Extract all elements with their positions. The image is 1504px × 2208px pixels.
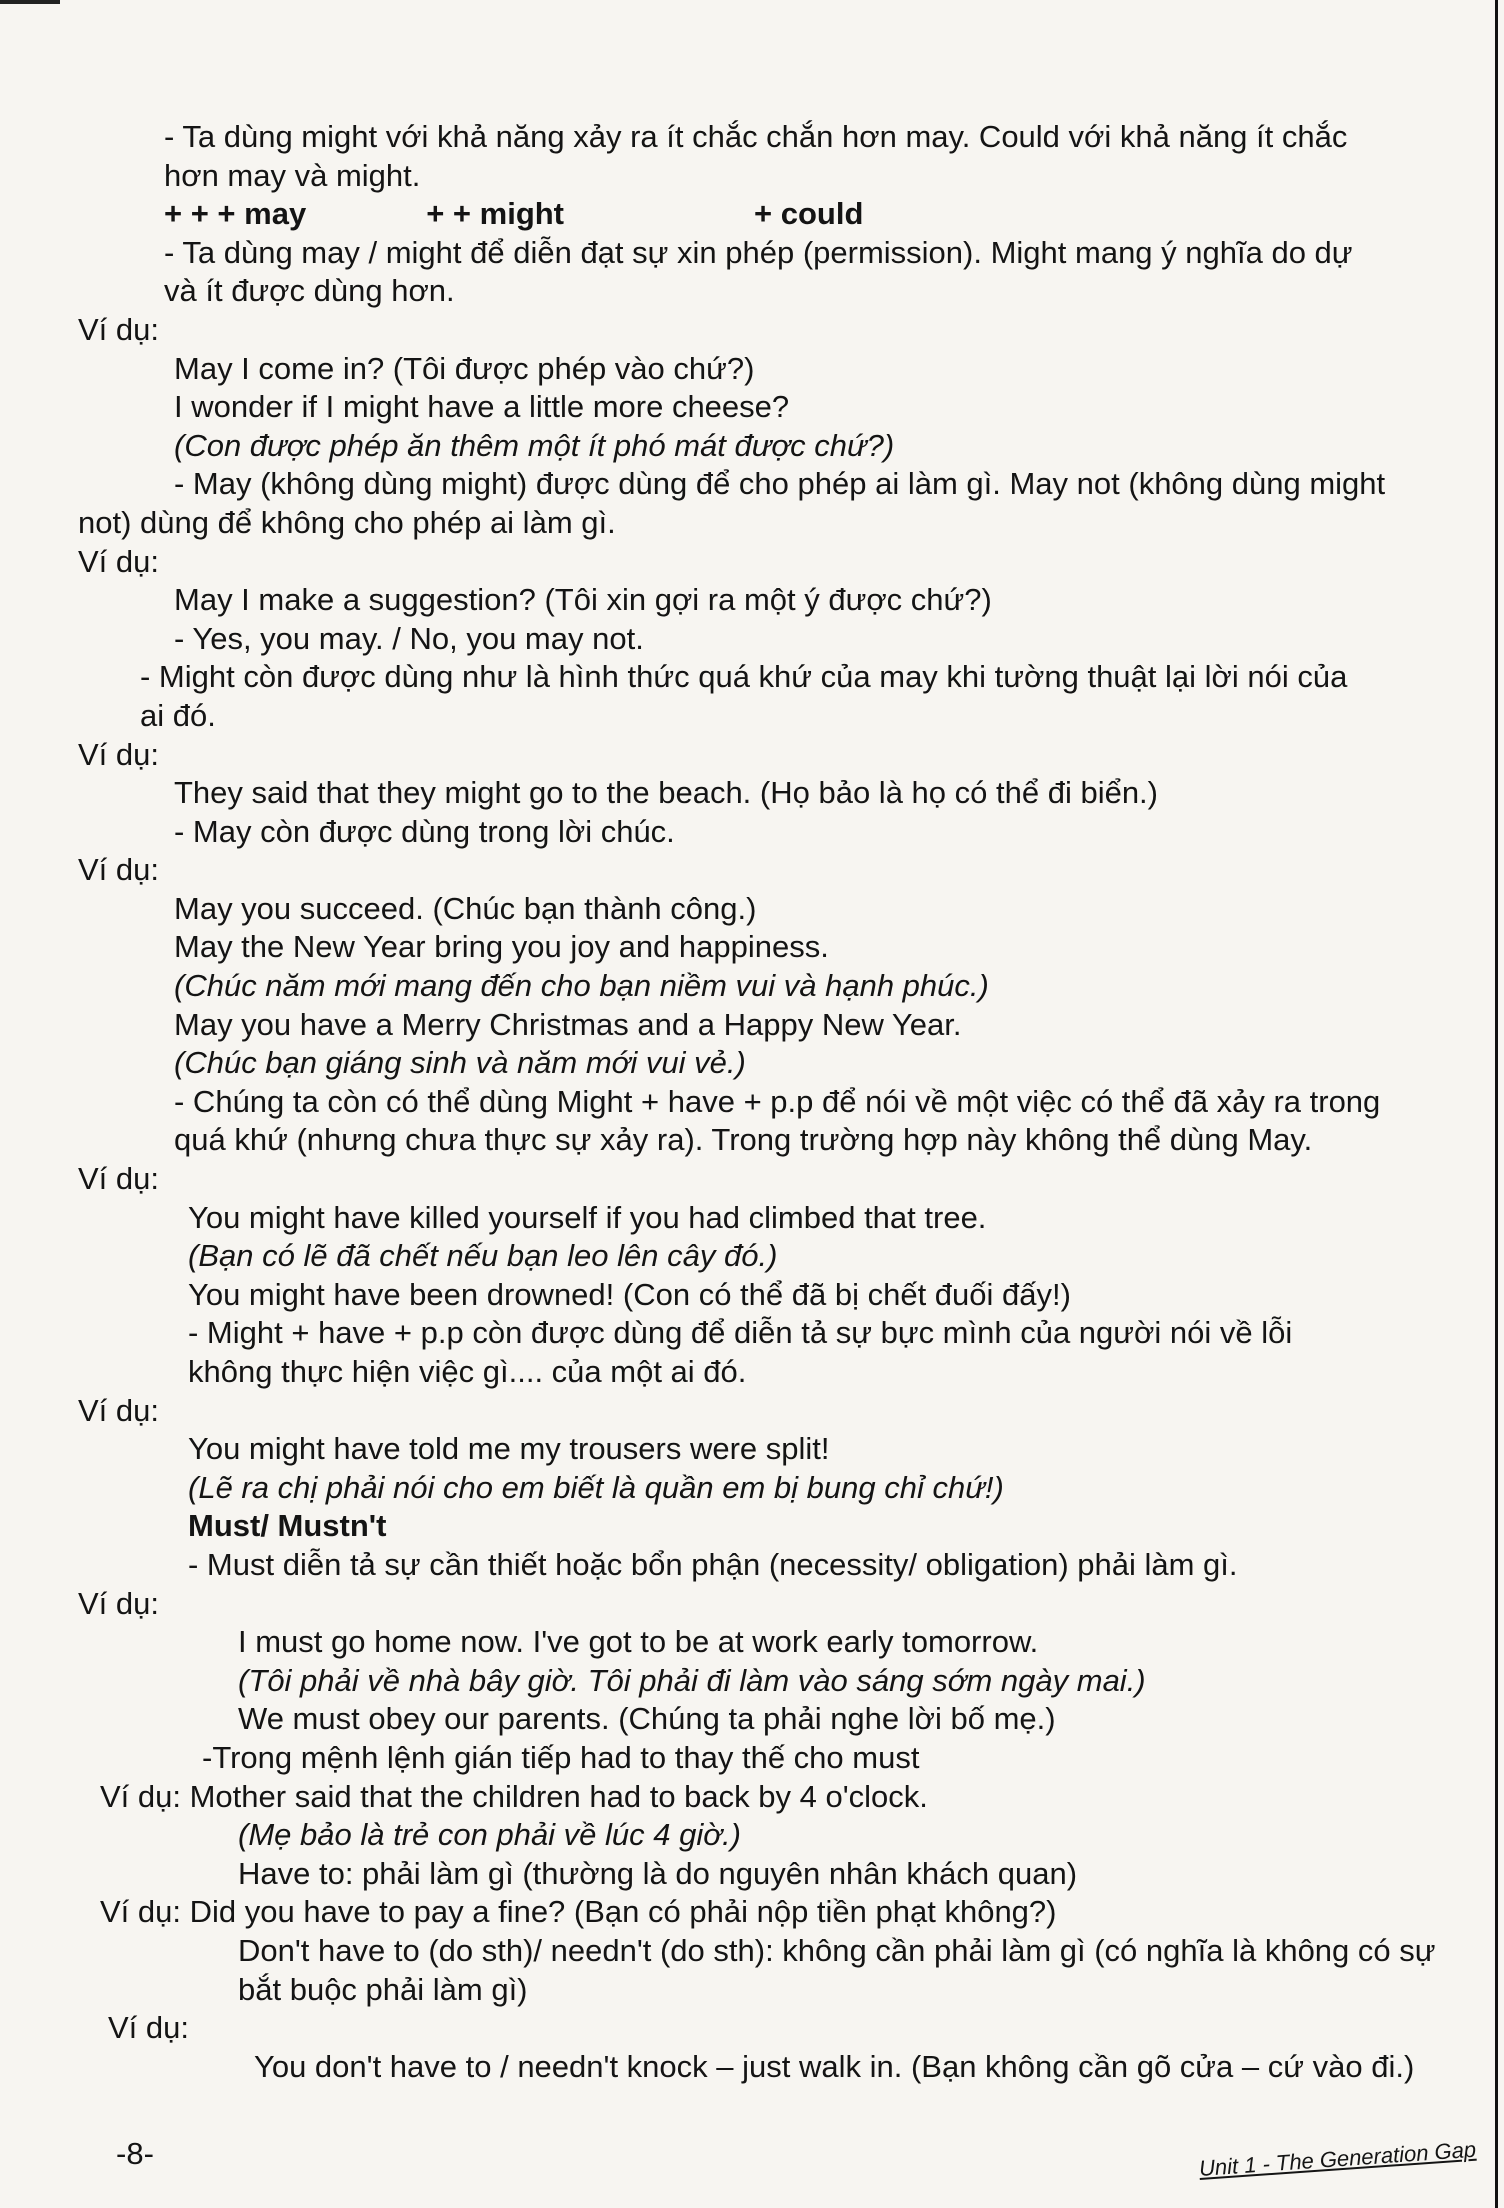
example-label: Ví dụ: [108,2010,189,2046]
text-line: - Ta dùng might với khả năng xảy ra ít chắc chắn hơn may. Could với khả năng ít chắc [164,119,1348,154]
page-number: -8- [116,2136,154,2171]
example-line: May I make a suggestion? (Tôi xin gợi ra một ý được chứ?) [174,582,992,618]
translation-line: (Con được phép ăn thêm một ít phó mát được chứ?) [174,427,895,463]
example-label: Ví dụ: [78,1392,159,1428]
text-line: - Might + have + p.p còn được dùng để diễn tả sự bực mình của người nói về lỗi [188,1315,1293,1351]
example-line: You might have killed yourself if you had climbed that tree. [188,1199,987,1235]
example-line: Ví dụ: Mother said that the children had to back by 4 o'clock. [100,1778,928,1814]
example-label: Ví dụ: [78,852,159,888]
example-line: - Yes, you may. / No, you may not. [174,620,644,656]
text-line: không thực hiện việc gì.... của một ai đó. [188,1354,747,1389]
top-rule [0,0,60,4]
text-line: ai đó. [140,697,216,733]
example-label: Ví dụ: [78,311,159,347]
text-line: Don't have to (do sth)/ needn't (do sth): không cần phải làm gì (có nghĩa là không có sự [238,1932,1436,1968]
text-line: quá khứ (nhưng chưa thực sự xảy ra). Trong trường hợp này không thể dùng May. [174,1122,1313,1158]
example-line: I wonder if I might have a little more cheese? [174,389,790,425]
example-line: They said that they might go to the beach. (Họ bảo là họ có thể đi biển.) [174,775,1158,811]
text-line: bắt buộc phải làm gì) [238,1971,528,2007]
translation-line: (Chúc bạn giáng sinh và năm mới vui vẻ.) [174,1045,746,1081]
option-may: + + + may [164,196,307,232]
text-line: - Ta dùng may / might để diễn đạt sự xin phép (permission). Might mang ý nghĩa do dự [164,234,1353,270]
text-line: -Trong mệnh lệnh gián tiếp had to thay thế cho must [202,1739,920,1775]
text-line: - May còn được dùng trong lời chúc. [174,813,675,849]
option-might: + + might [426,196,565,232]
unit-label: Unit 1 - The Generation Gap [1198,2136,1477,2182]
example-line: We must obey our parents. (Chúng ta phải nghe lời bố mẹ.) [238,1701,1056,1737]
example-label: Ví dụ: [78,543,159,579]
page-content [78,118,1488,2086]
example-label: Ví dụ: [78,736,159,772]
option-could: + could [754,196,864,232]
example-line: You might have been drowned! (Con có thể đã bị chết đuối đấy!) [188,1276,1071,1312]
translation-line: (Bạn có lẽ đã chết nếu bạn leo lên cây đó.) [188,1238,778,1274]
translation-line: (Lẽ ra chị phải nói cho em biết là quần em bị bung chỉ chứ!) [188,1469,1004,1505]
text-line: - Chúng ta còn có thể dùng Might + have + p.p để nói về một việc có thể đã xảy ra trong [174,1083,1381,1119]
text-line: - Must diễn tả sự cần thiết hoặc bổn phận (necessity/ obligation) phải làm gì. [188,1546,1238,1582]
text-line: và ít được dùng hơn. [164,273,455,309]
text-line: hơn may và might. [164,157,421,193]
text-line: not) dùng để không cho phép ai làm gì. [78,504,616,540]
example-line: May you have a Merry Christmas and a Happy New Year. [174,1006,962,1042]
example-line: Ví dụ: Did you have to pay a fine? (Bạn có phải nộp tiền phạt không?) [100,1894,1057,1930]
example-line: You don't have to / needn't knock – just walk in. (Bạn không cần gõ cửa – cứ vào đi.) [254,2048,1415,2084]
options-line [78,195,1488,234]
example-label: Ví dụ: [78,1585,159,1621]
page-edge [1495,0,1498,2208]
translation-line: (Chúc năm mới mang đến cho bạn niềm vui và hạnh phúc.) [174,968,989,1004]
text-line: Have to: phải làm gì (thường là do nguyên nhân khách quan) [238,1855,1078,1891]
example-line: May I come in? (Tôi được phép vào chứ?) [174,350,755,386]
example-line: May you succeed. (Chúc bạn thành công.) [174,890,757,926]
section-heading: Must/ Mustn't [188,1508,387,1544]
translation-line: (Tôi phải về nhà bây giờ. Tôi phải đi làm vào sáng sớm ngày mai.) [238,1662,1146,1698]
example-line: May the New Year bring you joy and happiness. [174,929,829,965]
example-line: I must go home now. I've got to be at work early tomorrow. [238,1624,1039,1660]
text-line: - May (không dùng might) được dùng để cho phép ai làm gì. May not (không dùng might [174,466,1386,502]
example-label: Ví dụ: [78,1161,159,1197]
translation-line: (Mẹ bảo là trẻ con phải về lúc 4 giờ.) [238,1817,741,1853]
text-line: - Might còn được dùng như là hình thức quá khứ của may khi tường thuật lại lời nói của [140,659,1348,695]
example-line: You might have told me my trousers were split! [188,1431,830,1467]
